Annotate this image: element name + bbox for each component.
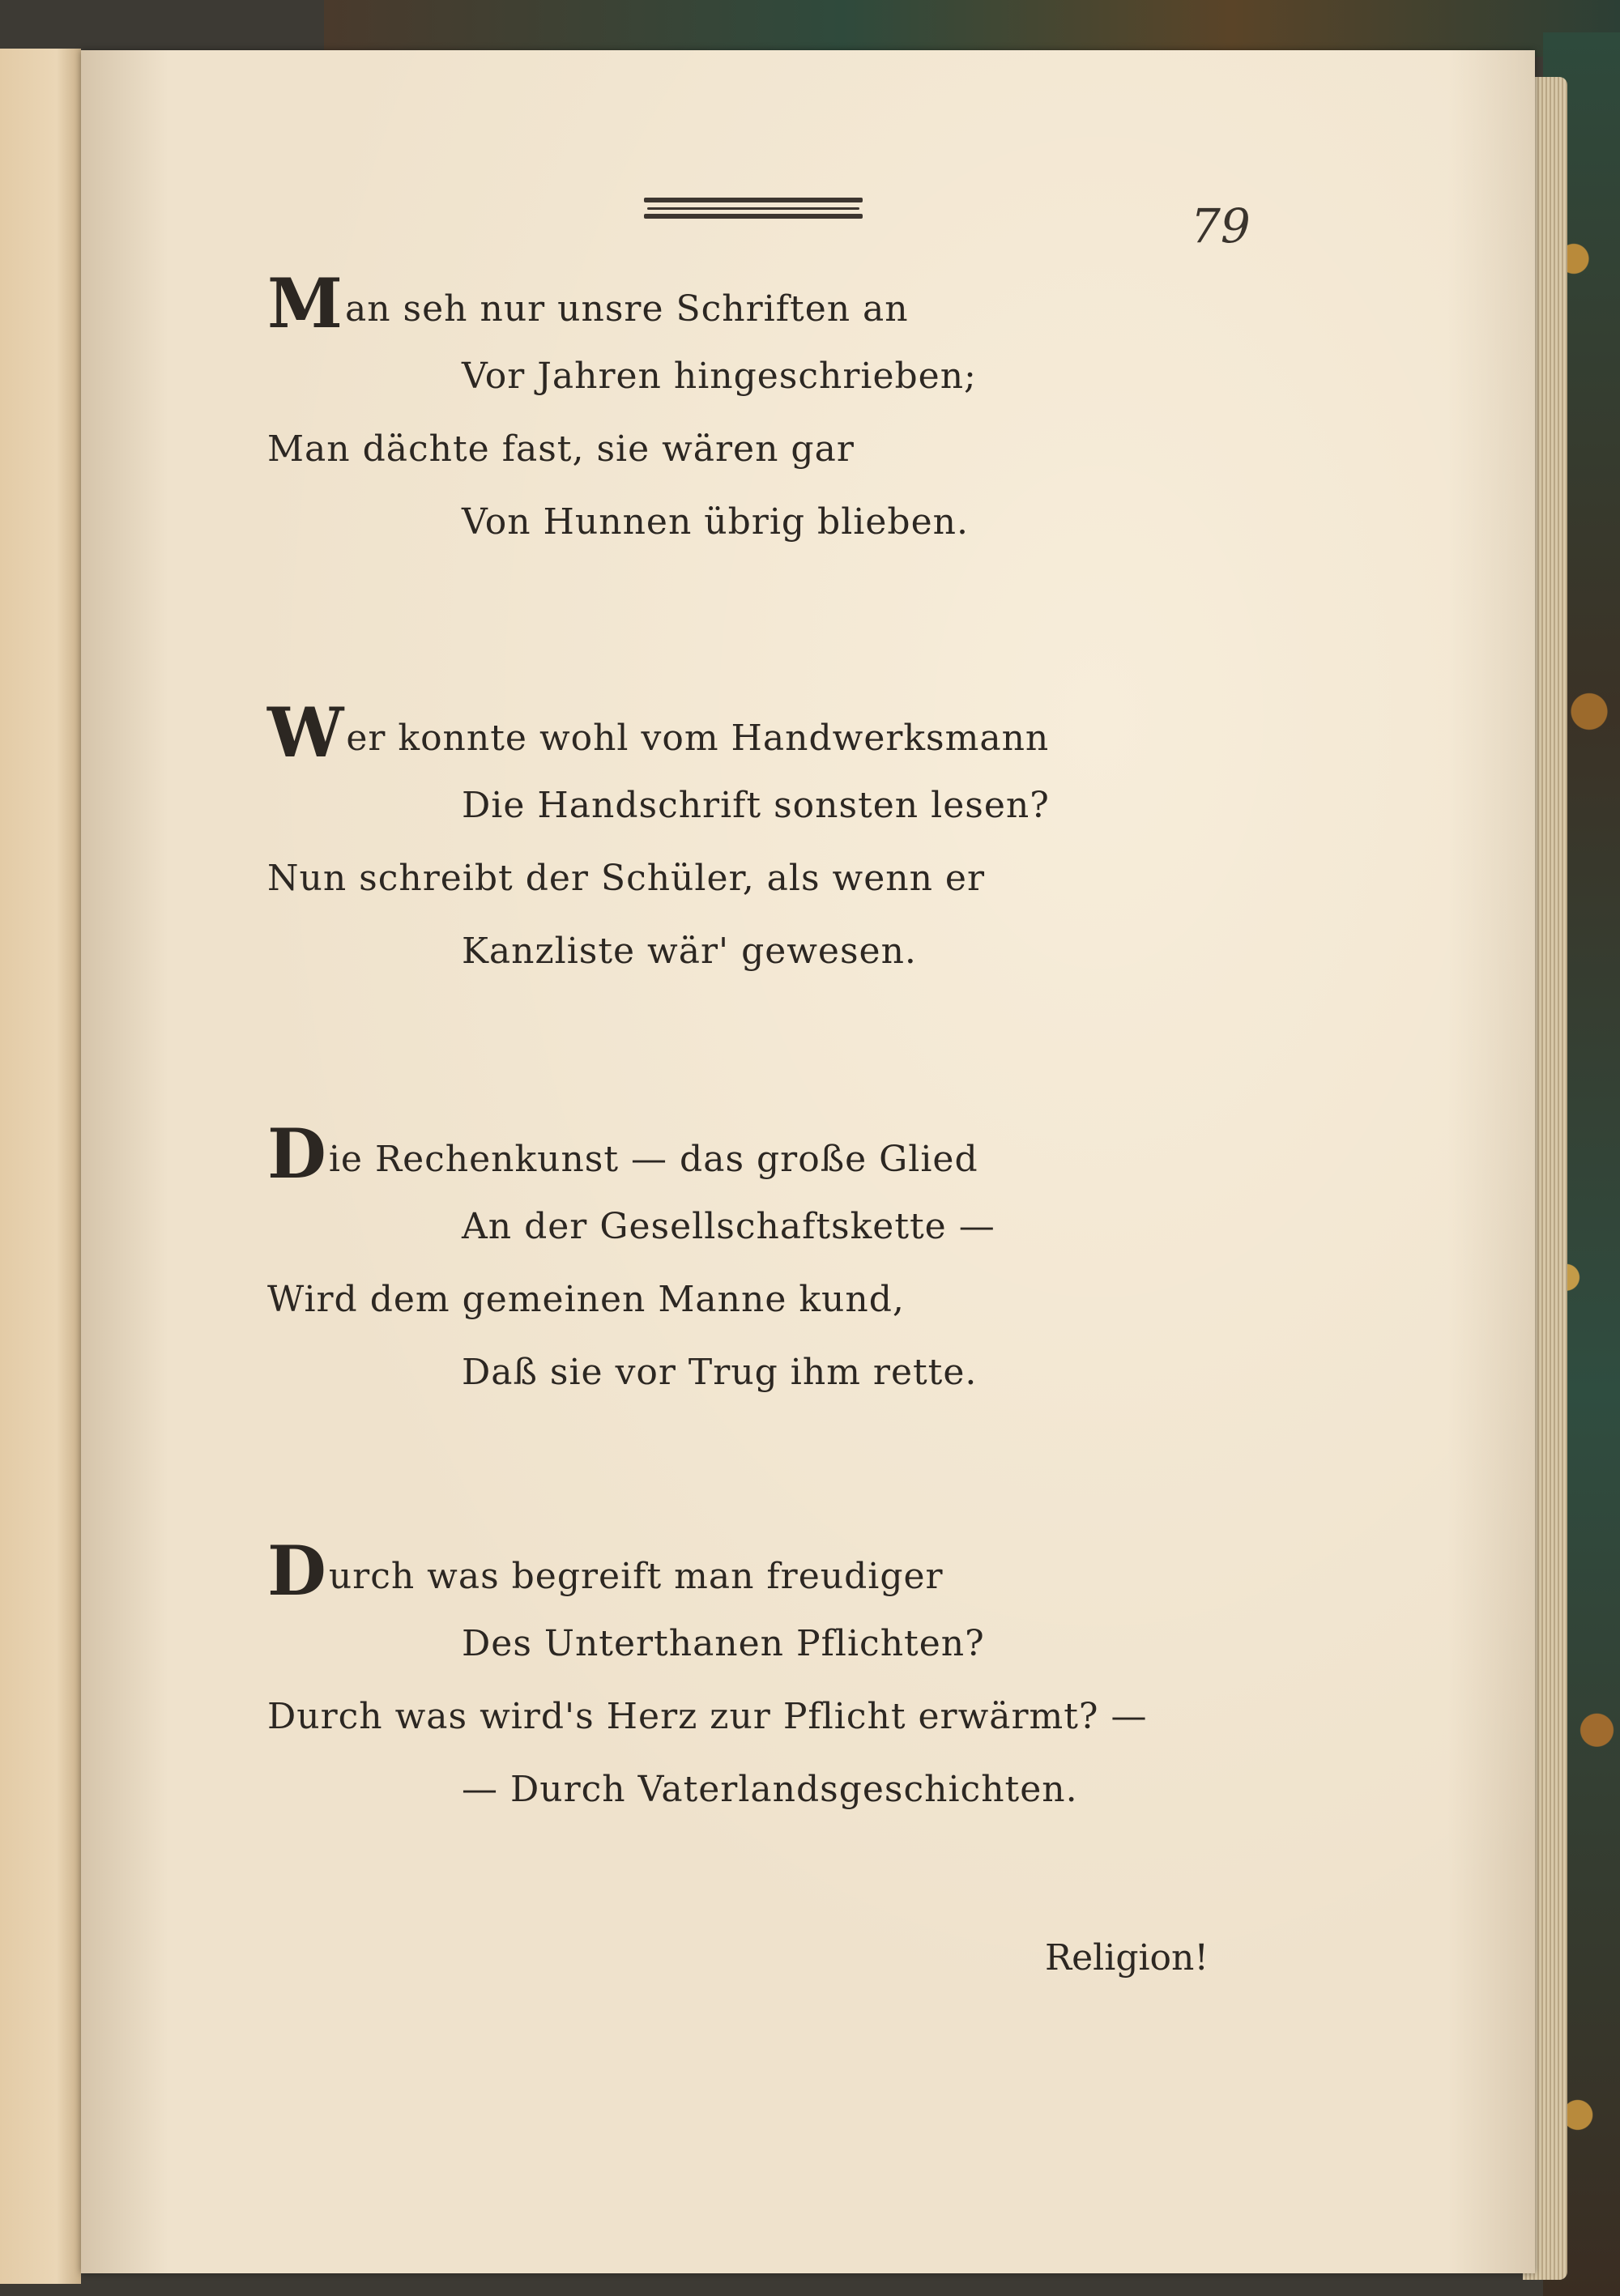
verse-line: Wird dem gemeinen Manne kund, xyxy=(267,1279,905,1320)
verse-line: Des Unterthanen Pflichten? xyxy=(462,1623,985,1664)
stanza-1 xyxy=(267,263,977,559)
stanza-4 xyxy=(267,1531,1148,1826)
verse-line: An der Gesellschaftskette — xyxy=(462,1206,995,1247)
verse-line: Wer konnte wohl vom Handwerksmann xyxy=(267,692,1050,773)
drop-initial: W xyxy=(267,692,345,773)
verse-line: Von Hunnen übrig blieben. xyxy=(462,501,969,543)
catchword: Religion! xyxy=(1045,1937,1209,1979)
book-cover-top xyxy=(324,0,1620,57)
verse-line: Nun schreibt der Schüler, als wenn er xyxy=(267,858,985,899)
stanza-3 xyxy=(267,1114,995,1409)
verse-line: — Durch Vaterlandsgeschichten. xyxy=(462,1769,1078,1810)
verse-line: Kanzliste wär' gewesen. xyxy=(462,931,917,972)
verse-line: Durch was begreift man freudiger xyxy=(267,1531,944,1611)
page-number: 79 xyxy=(1191,198,1251,253)
verse-line: Man seh nur unsre Schriften an xyxy=(267,263,909,343)
drop-initial: M xyxy=(267,263,343,343)
drop-initial: D xyxy=(267,1114,327,1194)
drop-initial: D xyxy=(267,1531,327,1611)
stanza-2 xyxy=(267,692,1050,988)
header-ornament-rule xyxy=(644,198,863,222)
verse-line: Vor Jahren hingeschrieben; xyxy=(462,356,977,397)
left-page-edge xyxy=(0,49,81,2284)
verse-line: Die Rechenkunst — das große Glied xyxy=(267,1114,978,1194)
verse-line: Durch was wird's Herz zur Pflicht erwärmt? — xyxy=(267,1696,1148,1737)
verse-line: Die Handschrift sonsten lesen? xyxy=(462,785,1050,826)
verse-line: Man dächte fast, sie wären gar xyxy=(267,428,855,470)
verse-line: Daß sie vor Trug ihm rette. xyxy=(462,1352,978,1393)
